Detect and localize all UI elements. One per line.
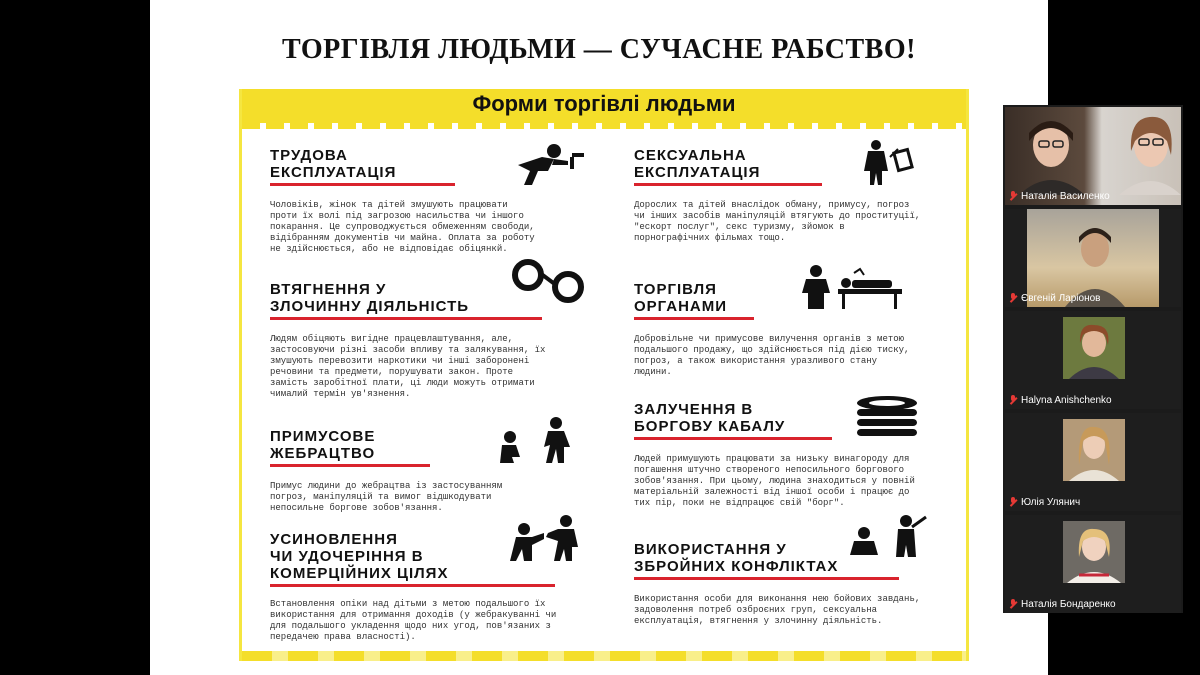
card-title-line: ТОРГІВЛЯ — [634, 281, 717, 298]
card-title-line: ЖЕБРАЦТВО — [270, 445, 376, 462]
card-title-line: БОРГОВУ КАБАЛУ — [634, 418, 786, 435]
card-title-line: ЗЛОЧИННУ ДІЯЛЬНІСТЬ — [270, 298, 470, 315]
participant-name — [1010, 395, 1112, 406]
soldier-icon — [850, 515, 930, 559]
poster — [239, 89, 969, 661]
participant-video — [1019, 115, 1089, 195]
card-title-line: ПРИМУСОВЕ — [270, 428, 376, 445]
participant-tile[interactable] — [1005, 311, 1181, 409]
title-underline — [270, 464, 430, 467]
laborer-icon — [508, 143, 588, 185]
participant-tile[interactable] — [1005, 107, 1181, 205]
participant-name — [1010, 497, 1080, 508]
avatar — [1063, 419, 1125, 481]
card-text: Дорослих та дітей внаслідок обману, примусу, погроз чи інших засобів маніпуляцій втягують до проституції, "ескорт послуг", секс туризму, зйомок в порнографічних фільмах тощо. — [634, 200, 921, 243]
card-text: Примус людини до жебрацтва із застосуванням погроз, маніпуляцій та вимог відшкодувати непосильне боргове зобов'язання. — [270, 481, 503, 513]
participant-tile[interactable] — [1005, 413, 1181, 511]
poster-footer-band — [242, 651, 966, 661]
title-underline — [270, 183, 455, 186]
participant-gallery — [1003, 105, 1183, 613]
slide-title: ТОРГІВЛЯ ЛЮДЬМИ — СУЧАСНЕ РАБСТВО! — [282, 34, 916, 65]
card-labor — [270, 147, 540, 255]
presentation-slide — [150, 0, 1048, 675]
participant-name — [1010, 191, 1110, 202]
participant-tile[interactable] — [1005, 515, 1181, 613]
child-grab-icon — [510, 515, 580, 563]
card-text: Людям обіцяють вигідне працевлаштування, але, застосовуючи різні засоби впливу та залякування, їх змушують перевозити наркотики чи інші заборонені речовини та предмети, порушувати закон. Проте замість заробітної плати, ці люди можуть отримати чималий термін ув'язнення. — [270, 334, 546, 399]
title-underline — [634, 577, 899, 580]
participant-video — [1115, 111, 1181, 195]
card-text: Добровільне чи примусове вилучення органів з метою подальшого продажу, що здійснюється під дією тиску, погроз, а також використання уразливого стану людини. — [634, 334, 910, 377]
participant-name-text: Юлія Улянич — [1021, 497, 1081, 508]
card-title-line: УСИНОВЛЕННЯ — [270, 531, 398, 548]
mic-muted-icon — [1010, 293, 1017, 302]
participant-tile[interactable] — [1005, 209, 1181, 307]
participant-name-text: Halyna Anishchenko — [1021, 395, 1112, 406]
beggar-icon — [494, 417, 580, 465]
participant-name-text: Наталія Бондаренко — [1021, 599, 1116, 610]
card-title-line: ЗАЛУЧЕННЯ В — [634, 401, 754, 418]
woman-bag-icon — [854, 139, 920, 187]
mic-muted-icon — [1010, 497, 1017, 506]
card-title-line: ЕКСПЛУАТАЦІЯ — [270, 164, 397, 181]
participant-name — [1010, 599, 1116, 610]
card-title-line: ВТЯГНЕННЯ У — [270, 281, 387, 298]
avatar — [1063, 317, 1125, 379]
card-title-line: КОМЕРЦІЙНИХ ЦІЛЯХ — [270, 565, 449, 582]
title-underline — [634, 317, 754, 320]
title-underline — [270, 584, 555, 587]
card-text: Чоловіків, жінок та дітей змушують працювати проти їх волі під загрозою насильства чи іншого покарання. Це супроводжується обмеженням свободи, відібранням документів чи майна. Оплата за роботу не здійснюється, або не відповідає обіцянкй. — [270, 200, 535, 254]
card-title-line: СЕКСУАЛЬНА — [634, 147, 747, 164]
title-underline — [634, 183, 822, 186]
avatar — [1063, 521, 1125, 583]
participant-name-text: Наталія Василенко — [1021, 191, 1110, 202]
card-text: Людей примушують працювати за низьку винагороду для погашення штучно створеного непосильного боргового зобов'язання. При цьому, людина знаходиться у повній матеріальній залежності від іншої особи і працює до тих пір, поки не відпрацює свій "борг". — [634, 454, 915, 508]
coins-icon — [852, 395, 922, 441]
handcuffs-icon — [508, 259, 588, 305]
mic-muted-icon — [1010, 191, 1017, 200]
card-title — [270, 147, 540, 181]
title-underline — [270, 317, 542, 320]
mic-muted-icon — [1010, 395, 1017, 404]
card-title-line: ЗБРОЙНИХ КОНФЛІКТАХ — [634, 558, 839, 575]
poster-heading: Форми торгівлі людьми — [472, 91, 736, 116]
card-title-line: ЧИ УДОЧЕРІННЯ В — [270, 548, 424, 565]
title-underline — [634, 437, 832, 440]
card-title-line: ЕКСПЛУАТАЦІЯ — [634, 164, 761, 181]
participant-name-text: Євгеній Ларіонов — [1021, 293, 1101, 304]
card-title-line: ОРГАНАМИ — [634, 298, 728, 315]
surgery-icon — [794, 263, 912, 311]
card-title-line: ТРУДОВА — [270, 147, 348, 164]
mic-muted-icon — [1010, 599, 1017, 608]
card-text: Встановлення опіки над дітьми з метою подальшого їх використання для отримання доходів (у жебракуванні чи для подальшого укладення щодо них угод, пов'язаних з передачею права власності). — [270, 599, 557, 642]
participant-name — [1010, 293, 1100, 304]
card-title-line: ВИКОРИСТАННЯ У — [634, 541, 787, 558]
card-text: Використання особи для виконання нею бойових завдань, задоволення потреб озброєних груп, сексуальна експлуатація, втягнення у злочинну діяльність. — [634, 594, 921, 626]
